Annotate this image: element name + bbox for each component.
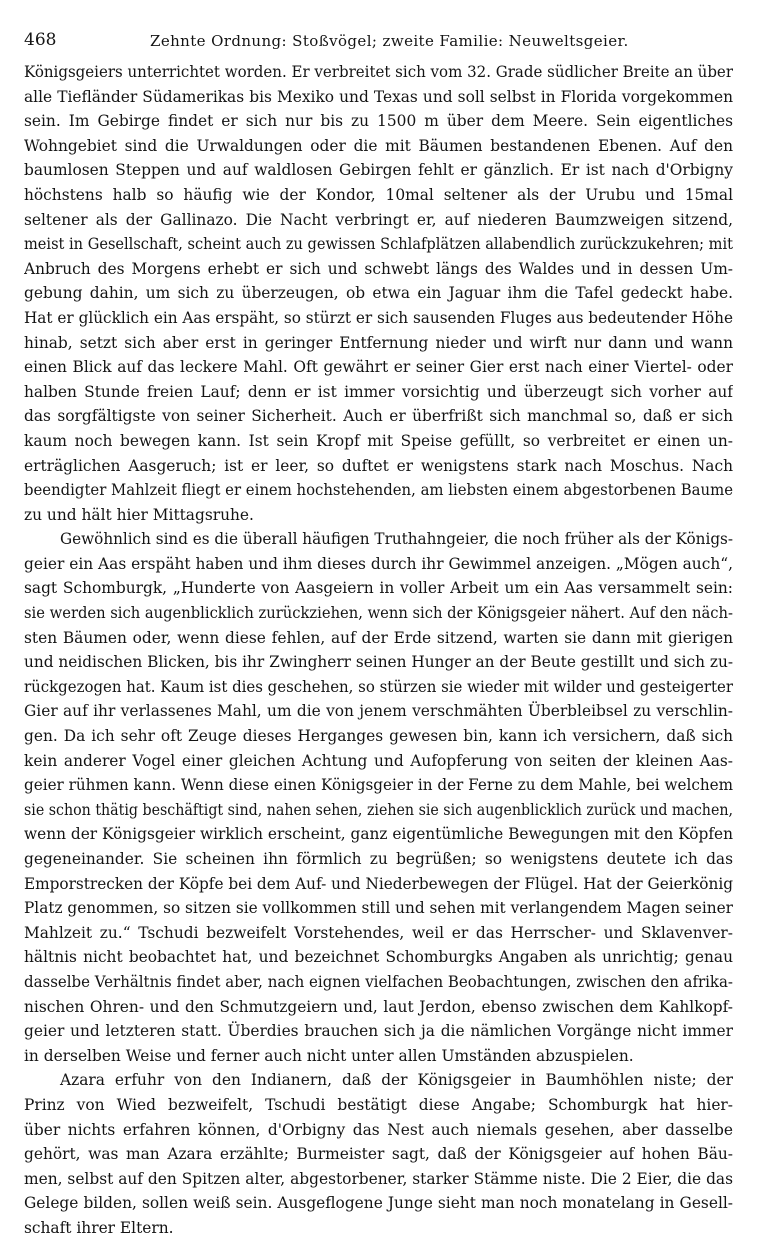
text-line: geier rühmen kann. Wenn diese einen Königsgeier in der Ferne zu dem Mahle, bei welchem — [24, 776, 733, 795]
text-line: gebung dahin, um sich zu überzeugen, ob etwa ein Jaguar ihm die Tafel gedeckt habe. — [24, 284, 733, 303]
text-line: Hat er glücklich ein Aas erspäht, so stürzt er sich sausenden Fluges aus bedeutender Höhe — [24, 308, 733, 327]
paragraph — [24, 527, 733, 1068]
text-line: einen Blick auf das leckere Mahl. Oft gewährt er seiner Gier erst nach einer Viertel- oder — [24, 358, 733, 377]
text-line: das sorgfältigste von seiner Sicherheit. Auch er überfrißt sich manchmal so, daß er sich — [24, 407, 733, 426]
text-line: Anbruch des Morgens erhebt er sich und schwebt längs des Waldes und in dessen Um- — [24, 259, 733, 278]
text-line: nischen Ohren- und den Schmutzgeiern und, laut Jerdon, ebenso zwischen dem Kahlkopf- — [24, 997, 733, 1016]
text-line: Königsgeiers unterrichtet worden. Er verbreitet sich vom 32. Grade südlicher Breite an über — [24, 63, 733, 81]
text-line: gen. Da ich sehr oft Zeuge dieses Herganges gewesen bin, kann ich versichern, daß sich — [24, 727, 733, 746]
text-line: erträglichen Aasgeruch; ist er leer, so duftet er wenigstens stark nach Moschus. Nach — [24, 456, 733, 475]
text-line: Emporstrecken der Köpfe bei dem Auf- und Niederbewegen der Flügel. Hat der Geierkönig — [24, 874, 733, 893]
text-line: Platz genommen, so sitzen sie vollkommen still und sehen mit verlangendem Magen seiner — [24, 899, 733, 918]
paragraph — [24, 1068, 733, 1240]
text-line: alle Tiefländer Südamerikas bis Mexiko und Texas und soll selbst in Florida vorgekommen — [24, 87, 733, 106]
body-text — [24, 60, 733, 1241]
text-line: Azara erfuhr von den Indianern, daß der Königsgeier in Baumhöhlen niste; der — [60, 1071, 733, 1090]
text-line: schaft ihrer Eltern. — [24, 1218, 174, 1237]
text-line: geier und letzteren statt. Überdies brauchen sich ja die nämlichen Vorgänge nicht immer — [24, 1022, 733, 1041]
text-line: seltener als der Gallinazo. Die Nacht verbringt er, auf niederen Baumzweigen sitzend, — [24, 210, 733, 229]
text-line: gehört, was man Azara erzählte; Burmeister sagt, daß der Königsgeier auf hohen Bäu- — [24, 1145, 733, 1164]
text-line: halben Stunde freien Lauf; denn er ist immer vorsichtig und überzeugt sich vorher auf — [24, 382, 733, 401]
text-line: Gelege bilden, sollen weiß sein. Ausgeflogene Junge sieht man noch monatelang in Gesell- — [24, 1194, 733, 1213]
running-head: Zehnte Ordnung: Stoßvögel; zweite Familie: Neuweltsgeier. — [150, 32, 629, 50]
text-line: sten Bäumen oder, wenn diese fehlen, auf der Erde sitzend, warten sie dann mit gierigen — [24, 628, 733, 647]
text-line: gegeneinander. Sie scheinen ihn förmlich zu begrüßen; so wenigstens deutete ich das — [24, 850, 733, 868]
text-line: zu und hält hier Mittagsruhe. — [24, 505, 254, 524]
text-line: meist in Gesellschaft, scheint auch zu gewissen Schlafplätzen allabendlich zurückzukehren; mit — [24, 235, 733, 254]
text-line: Mahlzeit zu.“ Tschudi bezweifelt Vorstehendes, weil er das Herrscher- und Sklavenver- — [24, 923, 733, 942]
text-line: kein anderer Vogel einer gleichen Achtung und Aufopferung von seiten der kleinen Aas- — [24, 751, 733, 770]
text-line: über nichts erfahren können, d'Orbigny das Nest auch niemals gesehen, aber dasselbe — [24, 1120, 733, 1139]
page-number: 468 — [24, 30, 57, 50]
text-line: Prinz von Wied bezweifelt, Tschudi bestätigt diese Angabe; Schomburgk hat hier- — [24, 1095, 733, 1114]
text-line: dasselbe Verhältnis findet aber, nach eignen vielfachen Beobachtungen, zwischen den afrika- — [24, 972, 733, 991]
text-line: hinab, setzt sich aber erst in geringer Entfernung nieder und wirft nur dann und wann — [24, 333, 733, 352]
text-line: beendigter Mahlzeit fliegt er einem hochstehenden, am liebsten einem abgestorbenen Baume — [24, 481, 733, 500]
text-line: und neidischen Blicken, bis ihr Zwingherr seinen Hunger an der Beute gestillt und sich zu- — [24, 653, 733, 672]
text-line: kaum noch bewegen kann. Ist sein Kropf mit Speise gefüllt, so verbreitet er einen un- — [24, 431, 733, 450]
page-header — [24, 30, 733, 60]
text-line: wenn der Königsgeier wirklich erscheint, ganz eigentümliche Bewegungen mit den Köpfen — [24, 825, 733, 844]
text-line: höchstens halb so häufig wie der Kondor, 10mal seltener als der Urubu und 15mal — [24, 185, 733, 204]
text-line: Gier auf ihr verlassenes Mahl, um die von jenem verschmähten Überbleibsel zu verschlin- — [24, 702, 733, 721]
text-line: hältnis nicht beobachtet hat, und bezeichnet Schomburgks Angaben als unrichtig; genau — [24, 948, 733, 967]
text-line: sein. Im Gebirge findet er sich nur bis zu 1500 m über dem Meere. Sein eigentliches — [24, 112, 733, 131]
text-line: sie schon thätig beschäftigt sind, nahen sehen, ziehen sie sich augenblicklich zurück und machen, — [24, 800, 733, 819]
text-line: men, selbst auf den Spitzen alter, abgestorbener, starker Stämme niste. Die 2 Eier, die das — [24, 1169, 733, 1188]
text-line: sagt Schomburgk, „Hunderte von Aasgeiern in voller Arbeit um ein Aas versammelt sein: — [24, 579, 733, 598]
text-line: geier ein Aas erspäht haben und ihm dieses durch ihr Gewimmel anzeigen. „Mögen auch“, — [24, 554, 733, 573]
text-line: Wohngebiet sind die Urwaldungen oder die mit Bäumen bestandenen Ebenen. Auf den — [24, 136, 733, 155]
text-line: rückgezogen hat. Kaum ist dies geschehen, so stürzen sie wieder mit wilder und gesteigerter — [24, 677, 733, 696]
paragraph — [24, 60, 733, 527]
text-line: baumlosen Steppen und auf waldlosen Gebirgen fehlt er gänzlich. Er ist nach d'Orbigny — [24, 161, 733, 180]
text-line: Gewöhnlich sind es die überall häufigen Truthahngeier, die noch früher als der Königs- — [60, 530, 733, 549]
text-line: in derselben Weise und ferner auch nicht unter allen Umständen abzuspielen. — [24, 1046, 634, 1065]
text-line: sie werden sich augenblicklich zurückziehen, wenn sich der Königsgeier nähert. Auf den näch- — [24, 604, 733, 623]
